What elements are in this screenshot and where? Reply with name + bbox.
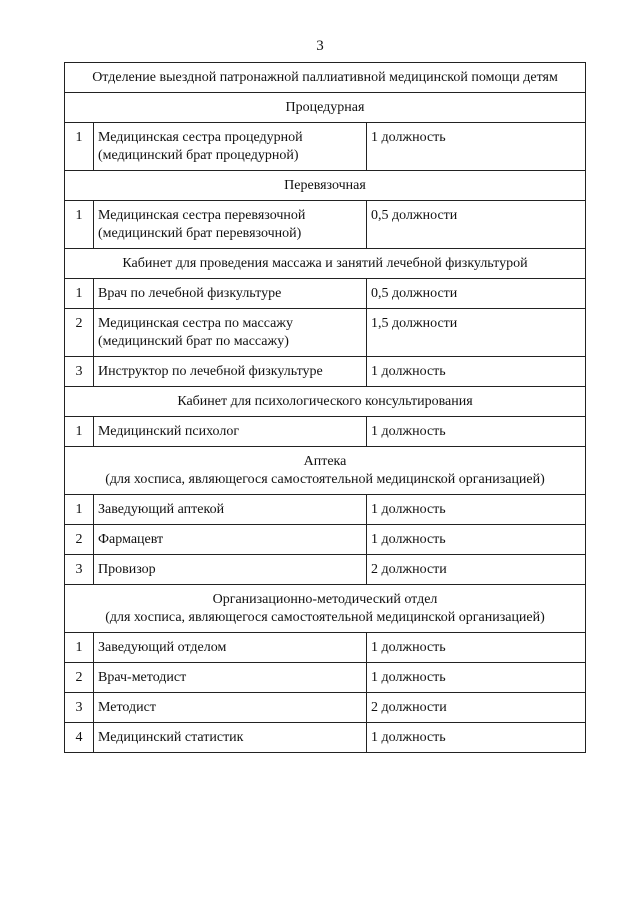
position-count: 1 должность: [367, 723, 586, 753]
position-count: 1 должность: [367, 663, 586, 693]
position-title-line: Провизор: [98, 562, 156, 577]
table-title-text: Отделение выездной патронажной паллиативной медицинской помощи детям: [92, 70, 558, 85]
position-title: [94, 663, 367, 693]
table-title-row: [65, 63, 586, 93]
position-count: 0,5 должности: [367, 201, 586, 249]
position-count: 0,5 должности: [367, 279, 586, 309]
position-title-line: Медицинский психолог: [98, 424, 240, 439]
position-title: [94, 495, 367, 525]
position-title: [94, 123, 367, 171]
staffing-table-body: [65, 63, 586, 753]
section-title-line: (для хосписа, являющегося самостоятельной медицинской организацией): [105, 610, 545, 625]
row-number: 2: [65, 525, 94, 555]
table-row: [65, 723, 586, 753]
table-row: [65, 357, 586, 387]
section-title-line: (для хосписа, являющегося самостоятельной медицинской организацией): [105, 472, 545, 487]
position-count: 1 должность: [367, 123, 586, 171]
section-title-line: Кабинет для психологического консультирования: [177, 394, 473, 409]
section-title: [65, 447, 586, 495]
section-title: [65, 249, 586, 279]
position-title-line: Медицинская сестра по массажу: [98, 316, 293, 331]
section-header-row: [65, 171, 586, 201]
position-title-line: Инструктор по лечебной физкультуре: [98, 364, 323, 379]
position-title-line: Врач по лечебной физкультуре: [98, 286, 282, 301]
section-title: [65, 585, 586, 633]
position-title-line: Заведующий отделом: [98, 640, 227, 655]
section-header-row: [65, 447, 586, 495]
section-title-line: Процедурная: [285, 100, 365, 115]
position-count: 2 должности: [367, 693, 586, 723]
section-title: [65, 171, 586, 201]
position-title-line: (медицинский брат по массажу): [98, 334, 289, 349]
position-title: [94, 555, 367, 585]
table-row: [65, 123, 586, 171]
position-title: [94, 279, 367, 309]
position-title-line: Методист: [98, 700, 156, 715]
row-number: 3: [65, 555, 94, 585]
position-title: [94, 309, 367, 357]
row-number: 1: [65, 123, 94, 171]
position-count: 1 должность: [367, 525, 586, 555]
position-title-line: Врач-методист: [98, 670, 187, 685]
row-number: 1: [65, 633, 94, 663]
page-number: 3: [316, 38, 324, 54]
section-title-line: Организационно-методический отдел: [212, 592, 438, 607]
table-row: [65, 525, 586, 555]
position-count: 1 должность: [367, 633, 586, 663]
table-row: [65, 693, 586, 723]
section-header-row: [65, 93, 586, 123]
row-number: 1: [65, 417, 94, 447]
position-title-line: Заведующий аптекой: [98, 502, 225, 517]
section-header-row: [65, 585, 586, 633]
position-count: 2 должности: [367, 555, 586, 585]
position-title: [94, 693, 367, 723]
position-count: 1 должность: [367, 417, 586, 447]
section-header-row: [65, 387, 586, 417]
row-number: 4: [65, 723, 94, 753]
row-number: 3: [65, 357, 94, 387]
position-title-line: (медицинский брат перевязочной): [98, 226, 302, 241]
table-row: [65, 201, 586, 249]
table-row: [65, 279, 586, 309]
table-row: [65, 417, 586, 447]
position-count: 1,5 должности: [367, 309, 586, 357]
position-count: 1 должность: [367, 357, 586, 387]
section-header-row: [65, 249, 586, 279]
table-title: [65, 63, 586, 93]
position-title-line: Медицинская сестра процедурной: [98, 130, 303, 145]
table-row: [65, 633, 586, 663]
row-number: 1: [65, 279, 94, 309]
section-title: [65, 387, 586, 417]
table-row: [65, 495, 586, 525]
row-number: 2: [65, 309, 94, 357]
position-title: [94, 357, 367, 387]
table-row: [65, 555, 586, 585]
section-title-line: Перевязочная: [284, 178, 366, 193]
row-number: 1: [65, 495, 94, 525]
position-title-line: (медицинский брат процедурной): [98, 148, 299, 163]
position-title: [94, 633, 367, 663]
position-title-line: Фармацевт: [98, 532, 164, 547]
position-title-line: Медицинский статистик: [98, 730, 244, 745]
position-title: [94, 417, 367, 447]
position-title: [94, 201, 367, 249]
position-title: [94, 525, 367, 555]
position-count: 1 должность: [367, 495, 586, 525]
position-title: [94, 723, 367, 753]
row-number: 1: [65, 201, 94, 249]
staffing-table: [64, 62, 586, 753]
row-number: 2: [65, 663, 94, 693]
table-row: [65, 309, 586, 357]
row-number: 3: [65, 693, 94, 723]
section-title: [65, 93, 586, 123]
table-row: [65, 663, 586, 693]
section-title-line: Аптека: [303, 454, 347, 469]
position-title-line: Медицинская сестра перевязочной: [98, 208, 306, 223]
section-title-line: Кабинет для проведения массажа и занятий лечебной физкультурой: [122, 256, 528, 271]
